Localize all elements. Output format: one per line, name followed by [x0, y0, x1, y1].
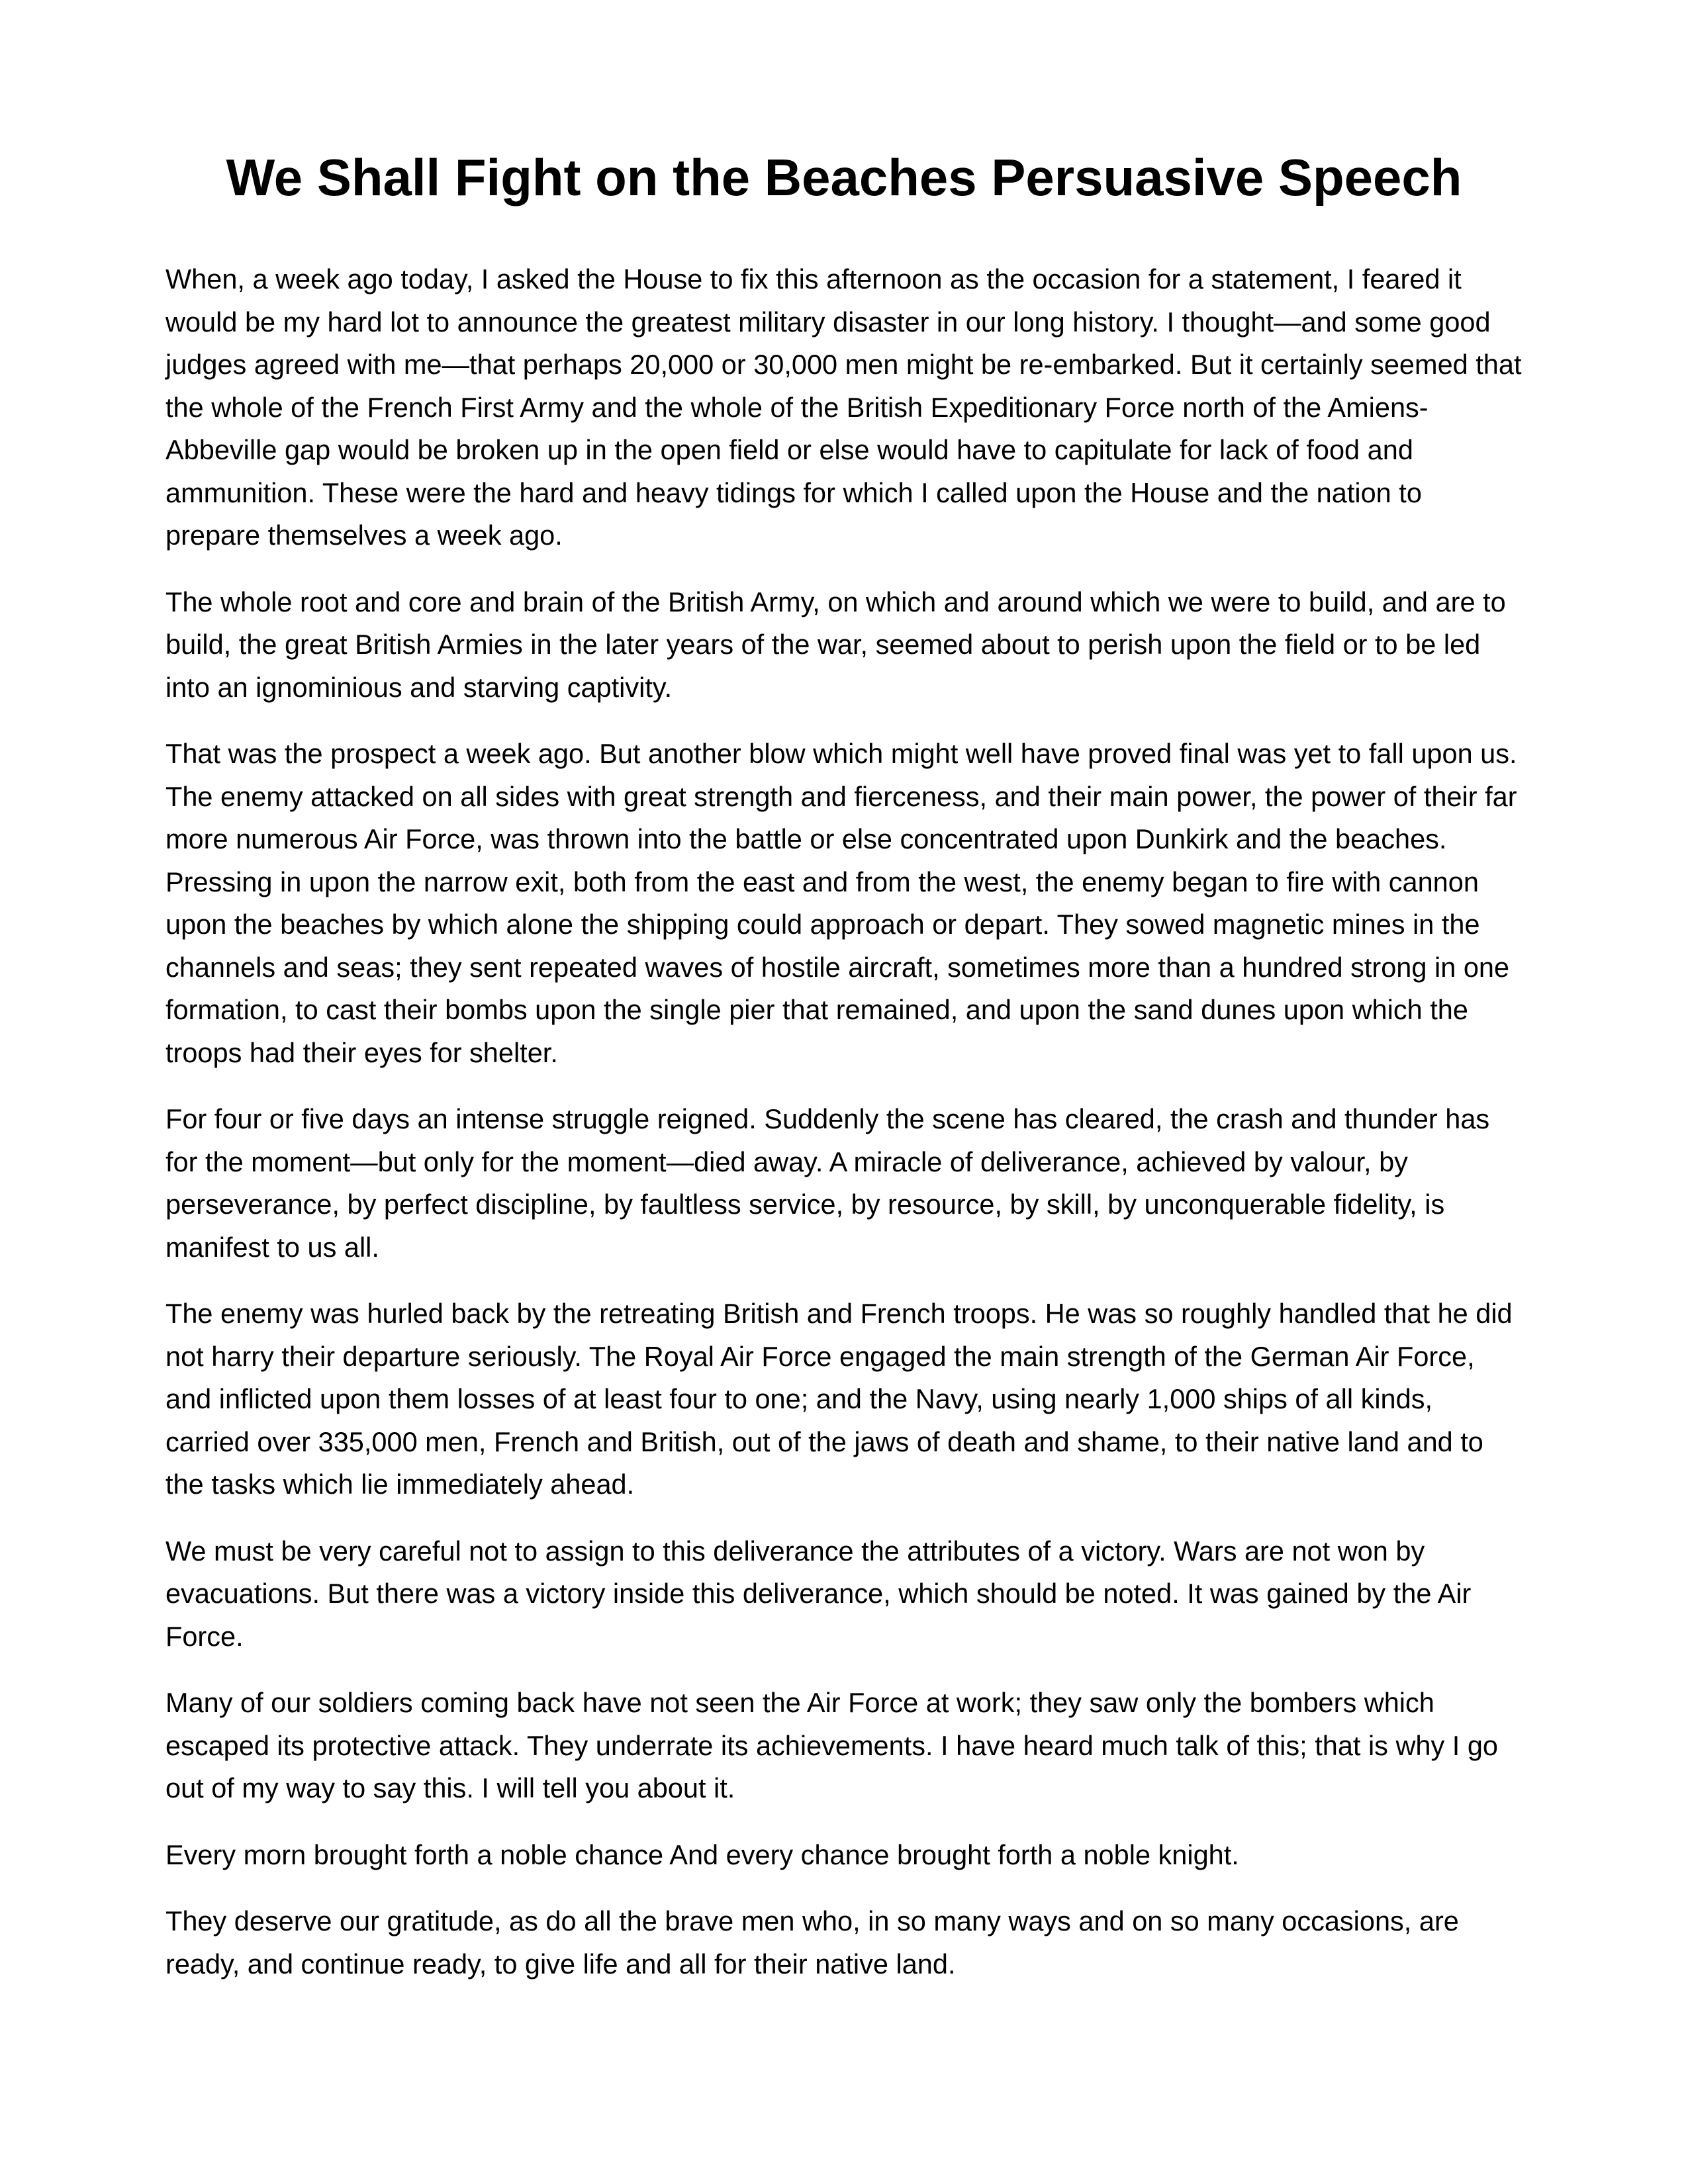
- paragraph-7: Many of our soldiers coming back have not seen the Air Force at work; they saw only the bombers which escaped its protective attack. They underrate its achievements. I have heard much talk of this; that is why I go out of my way to say this. I will tell you about it.: [165, 1687, 1499, 1803]
- document-body: [165, 258, 1523, 2009]
- paragraph-8: Every morn brought forth a noble chance And every chance brought forth a noble knight.: [165, 1839, 1239, 1870]
- paragraph-3: That was the prospect a week ago. But another blow which might well have proved final was yet to fall upon us. The enemy attacked on all sides with great strength and fierceness, and their main power, the power of their far more numerous Air Force, was thrown into the battle or else concentrated upon Dunkirk and the beaches. Pressing in upon the narrow exit, both from the east and from the west, the enemy began to fire with cannon upon the beaches by which alone the shipping could approach or depart. They sowed magnetic mines in the channels and seas; they sent repeated waves of hostile aircraft, sometimes more than a hundred strong in one formation, to cast their bombs upon the single pier that remained, and upon the sand dunes upon which the troops had their eyes for shelter.: [165, 738, 1517, 1068]
- paragraph-5: The enemy was hurled back by the retreating British and French troops. He was so roughly handled that he did not harry their departure seriously. The Royal Air Force engaged the main strength of the German Air Force, and inflicted upon them losses of at least four to one; and the Navy, using nearly 1,000 ships of all kinds, carried over 335,000 men, French and British, out of the jaws of death and shame, to their native land and to the tasks which lie immediately ahead.: [165, 1298, 1513, 1500]
- paragraph-4: For four or five days an intense struggle reigned. Suddenly the scene has cleared, the crash and thunder has for the moment—but only for the moment—died away. A miracle of deliverance, achieved by valour, by perseverance, by perfect discipline, by faultless service, by resource, by skill, by unconquerable fidelity, is manifest to us all.: [165, 1103, 1490, 1263]
- document-title: We Shall Fight on the Beaches Persuasive Speech: [226, 148, 1462, 206]
- paragraph-2: The whole root and core and brain of the British Army, on which and around which we were to build, and are to build, the great British Armies in the later years of the war, seemed about to perish upon the field or to be led into an ignominious and starving captivity.: [165, 586, 1506, 703]
- paragraph-9: They deserve our gratitude, as do all the brave men who, in so many ways and on so many occasions, are ready, and continue ready, to give life and all for their native land.: [165, 1905, 1459, 1979]
- paragraph-1: When, a week ago today, I asked the House to fix this afternoon as the occasion for a statement, I feared it would be my hard lot to announce the greatest military disaster in our long history. I thought—and some good judges agreed with me—that perhaps 20,000 or 30,000 men might be re-embarked. But it certainly seemed that the whole of the French First Army and the whole of the British Expeditionary Force north of the Amiens-Abbeville gap would be broken up in the open field or else would have to capitulate for lack of food and ammunition. These were the hard and heavy tidings for which I called upon the House and the nation to prepare themselves a week ago.: [165, 263, 1522, 551]
- paragraph-6: We must be very careful not to assign to this deliverance the attributes of a victory. Wars are not won by evacuations. But there was a victory inside this deliverance, which should be noted. It was gained by the Air Force.: [165, 1535, 1472, 1652]
